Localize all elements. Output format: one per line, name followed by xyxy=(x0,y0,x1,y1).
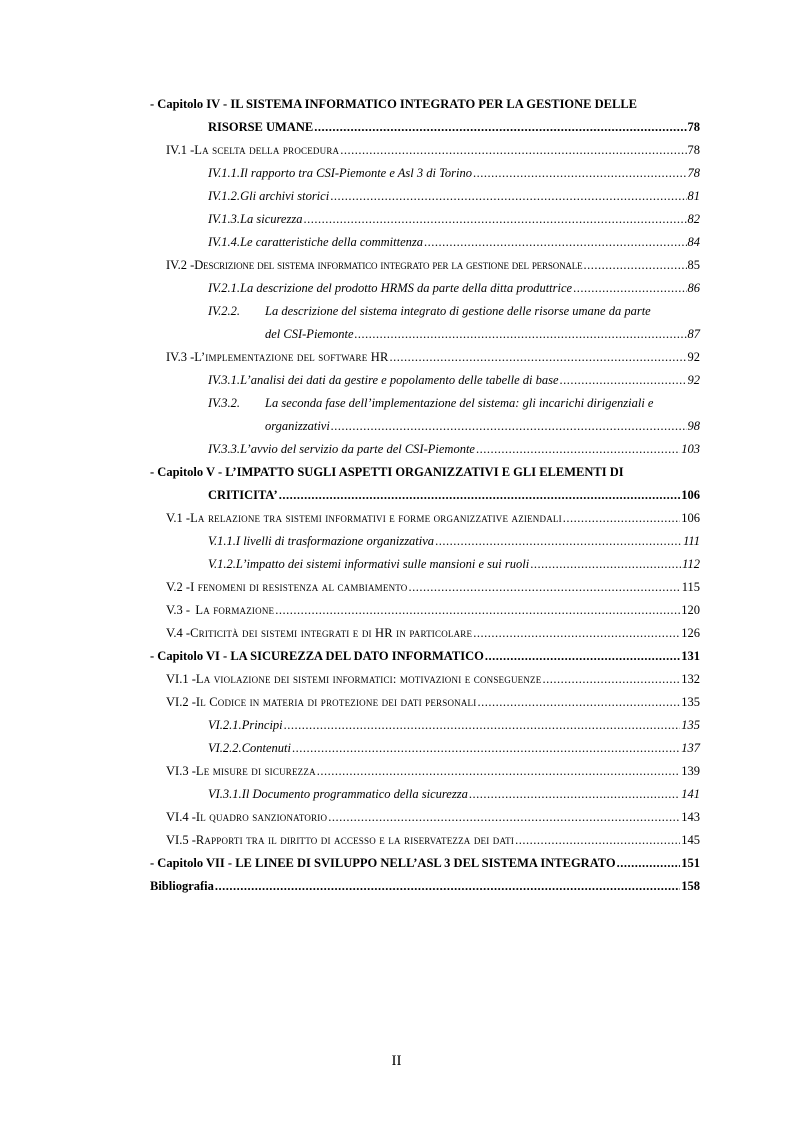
toc-subsection-v-1-1[interactable] xyxy=(150,530,700,553)
toc-page-number: 78 xyxy=(687,143,700,157)
toc-subsection-number: IV.1.4. xyxy=(208,235,241,249)
toc-section-number: V.2 - xyxy=(166,580,191,594)
toc-subsection-number: IV.2.1. xyxy=(208,281,241,295)
leader-dots xyxy=(279,484,681,507)
leader-dots xyxy=(330,185,686,208)
toc-page-number: 139 xyxy=(681,764,700,778)
leader-dots xyxy=(328,806,680,829)
toc-page-number: 98 xyxy=(687,419,700,433)
toc-chapter-4-continuation[interactable] xyxy=(150,116,700,139)
toc-page-number: 106 xyxy=(681,488,700,502)
toc-section-title: L’implementazione del software HR xyxy=(194,350,389,364)
toc-page-number: 158 xyxy=(681,879,700,893)
toc-chapter-title: - Capitolo V - L’IMPATTO SUGLI ASPETTI ORGANIZZATIVI E GLI ELEMENTI DI xyxy=(150,465,624,479)
toc-section-number: IV.3 - xyxy=(166,350,195,364)
toc-section-number: IV.2 - xyxy=(166,258,195,272)
toc-page-number: 131 xyxy=(681,649,700,663)
leader-dots xyxy=(563,507,680,530)
toc-subsection-title: La descrizione del prodotto HRMS da parte della ditta produttrice xyxy=(240,281,573,295)
leader-dots xyxy=(583,254,686,277)
toc-page-number: 132 xyxy=(681,672,700,686)
toc-page-number: 82 xyxy=(687,212,700,226)
table-of-contents xyxy=(150,93,700,898)
toc-subsection-number: IV.3.2. xyxy=(208,396,241,410)
toc-subsection-number: IV.2.2. xyxy=(208,304,241,318)
leader-dots xyxy=(476,438,680,461)
toc-page-number: 85 xyxy=(687,258,700,272)
toc-section-title: Descrizione del sistema informatico integrato per la gestione del personale xyxy=(194,258,583,272)
leader-dots xyxy=(409,576,681,599)
toc-section-v-3[interactable] xyxy=(150,599,700,622)
toc-subsection-iv-3-2-continuation[interactable] xyxy=(150,415,700,438)
toc-chapter-title: - Capitolo IV - IL SISTEMA INFORMATICO INTEGRATO PER LA GESTIONE DELLE xyxy=(150,97,638,111)
toc-page-number: 115 xyxy=(681,580,700,594)
leader-dots xyxy=(355,323,687,346)
toc-section-number: VI.4 - xyxy=(166,810,196,824)
toc-chapter-title-cont: RISORSE UMANE xyxy=(208,120,314,134)
leader-dots xyxy=(473,622,680,645)
toc-subsection-vi-2-1[interactable] xyxy=(150,714,700,737)
toc-section-vi-3[interactable] xyxy=(150,760,700,783)
toc-section-v-2[interactable] xyxy=(150,576,700,599)
toc-page-number: 143 xyxy=(681,810,700,824)
toc-subsection-title: Contenuti xyxy=(241,741,291,755)
leader-dots xyxy=(542,668,680,691)
toc-subsection-number: VI.3.1. xyxy=(208,787,242,801)
toc-subsection-title: La descrizione del sistema integrato di gestione delle risorse umane da parte xyxy=(265,304,651,318)
toc-chapter-title-cont: CRITICITA’ xyxy=(208,488,278,502)
toc-section-vi-5[interactable] xyxy=(150,829,700,852)
leader-dots xyxy=(435,530,682,553)
toc-section-vi-2[interactable] xyxy=(150,691,700,714)
toc-bibliography-title: Bibliografia xyxy=(150,879,214,893)
toc-subsection-title: Il Documento programmatico della sicurezza xyxy=(241,787,468,801)
toc-section-title: Rapporti tra il diritto di accesso e la riservatezza dei dati xyxy=(195,833,515,847)
toc-section-iv-2[interactable] xyxy=(150,254,700,277)
leader-dots xyxy=(573,277,686,300)
toc-section-v-1[interactable] xyxy=(150,507,700,530)
toc-subsection-iv-1-3[interactable] xyxy=(150,208,700,231)
toc-subsection-title: Le caratteristiche della committenza xyxy=(240,235,424,249)
toc-page-number: 103 xyxy=(681,442,700,456)
toc-subsection-v-1-2[interactable] xyxy=(150,553,700,576)
toc-section-title: La relazione tra sistemi informativi e forme organizzative aziendali xyxy=(190,511,562,525)
toc-subsection-number: IV.1.1. xyxy=(208,166,241,180)
toc-subsection-iv-2-1[interactable] xyxy=(150,277,700,300)
toc-subsection-vi-2-2[interactable] xyxy=(150,737,700,760)
toc-subsection-number: VI.2.1. xyxy=(208,718,242,732)
leader-dots xyxy=(215,875,680,898)
leader-dots xyxy=(303,208,686,231)
toc-page-number: 78 xyxy=(687,120,700,134)
toc-subsection-iv-1-2[interactable] xyxy=(150,185,700,208)
leader-dots xyxy=(530,553,681,576)
toc-section-title: Le misure di sicurezza xyxy=(195,764,316,778)
toc-page-number: 112 xyxy=(682,557,700,571)
leader-dots xyxy=(560,369,687,392)
toc-subsection-number: V.1.2. xyxy=(208,557,236,571)
toc-section-title: La violazione dei sistemi informatici: motivazioni e conseguenze xyxy=(195,672,542,686)
toc-section-number: VI.5 - xyxy=(166,833,196,847)
leader-dots xyxy=(477,691,680,714)
toc-subsection-title: L’analisi dei dati da gestire e popolamento delle tabelle di base xyxy=(240,373,559,387)
toc-page-number: 141 xyxy=(681,787,700,801)
toc-page-number: 81 xyxy=(687,189,700,203)
leader-dots xyxy=(275,599,680,622)
toc-page-number: 145 xyxy=(681,833,700,847)
toc-page-number: 78 xyxy=(687,166,700,180)
toc-subsection-title: L’avvio del servizio da parte del CSI-Piemonte xyxy=(240,442,475,456)
toc-section-title: La scelta della procedura xyxy=(194,143,340,157)
toc-page-number: 84 xyxy=(687,235,700,249)
toc-section-title: Il quadro sanzionatorio xyxy=(195,810,328,824)
toc-section-iv-1[interactable] xyxy=(150,139,700,162)
toc-chapter-5-continuation[interactable] xyxy=(150,484,700,507)
toc-page-number: 92 xyxy=(687,350,700,364)
toc-subsection-iv-1-4[interactable] xyxy=(150,231,700,254)
toc-section-number: V.3 - xyxy=(166,603,191,617)
toc-chapter-7[interactable] xyxy=(150,852,700,875)
toc-page-number: 87 xyxy=(687,327,700,341)
toc-section-number: VI.3 - xyxy=(166,764,196,778)
toc-subsection-number: V.1.1. xyxy=(208,534,236,548)
toc-chapter-4[interactable] xyxy=(150,93,700,116)
toc-section-title: Il Codice in materia di protezione dei dati personali xyxy=(195,695,477,709)
toc-chapter-title: - Capitolo VII - LE LINEE DI SVILUPPO NELL’ASL 3 DEL SISTEMA INTEGRATO xyxy=(150,856,616,870)
toc-page-number: 135 xyxy=(681,695,700,709)
toc-section-iv-3[interactable] xyxy=(150,346,700,369)
toc-page-number: 111 xyxy=(683,534,700,548)
toc-section-number: VI.1 - xyxy=(166,672,196,686)
toc-page-number: 126 xyxy=(681,626,700,640)
toc-section-number: V.4 - xyxy=(166,626,191,640)
leader-dots xyxy=(331,415,687,438)
toc-page-number: 106 xyxy=(681,511,700,525)
toc-subsection-title: Principi xyxy=(241,718,283,732)
toc-subsection-title-cont: organizzativi xyxy=(265,419,330,433)
toc-section-vi-4[interactable] xyxy=(150,806,700,829)
leader-dots xyxy=(473,162,686,185)
leader-dots xyxy=(485,645,680,668)
toc-chapter-title: - Capitolo VI - LA SICUREZZA DEL DATO INFORMATICO xyxy=(150,649,484,663)
leader-dots xyxy=(292,737,680,760)
toc-section-number: VI.2 - xyxy=(166,695,196,709)
leader-dots xyxy=(424,231,686,254)
toc-page-number: 137 xyxy=(681,741,700,755)
toc-subsection-number: IV.3.3. xyxy=(208,442,241,456)
toc-page-number: 151 xyxy=(681,856,700,870)
toc-subsection-iv-2-2[interactable] xyxy=(150,300,700,323)
leader-dots xyxy=(340,139,686,162)
toc-section-number: IV.1 - xyxy=(166,143,195,157)
toc-page-number: 86 xyxy=(687,281,700,295)
leader-dots xyxy=(314,116,686,139)
toc-subsection-title: Gli archivi storici xyxy=(240,189,330,203)
toc-page-number: 135 xyxy=(681,718,700,732)
leader-dots xyxy=(515,829,680,852)
toc-section-number: V.1 - xyxy=(166,511,191,525)
toc-subsection-number: IV.3.1. xyxy=(208,373,241,387)
toc-section-title: La formazione xyxy=(195,603,275,617)
toc-section-v-4[interactable] xyxy=(150,622,700,645)
page-number-footer: II xyxy=(391,1053,402,1069)
toc-bibliography[interactable] xyxy=(150,875,700,898)
toc-subsection-title-cont: del CSI-Piemonte xyxy=(265,327,354,341)
toc-subsection-iv-3-1[interactable] xyxy=(150,369,700,392)
toc-section-vi-1[interactable] xyxy=(150,668,700,691)
toc-section-title: I fenomeni di resistenza al cambiamento xyxy=(190,580,408,594)
toc-chapter-6[interactable] xyxy=(150,645,700,668)
toc-subsection-number: VI.2.2. xyxy=(208,741,242,755)
toc-subsection-vi-3-1[interactable] xyxy=(150,783,700,806)
toc-subsection-title: Il rapporto tra CSI-Piemonte e Asl 3 di Torino xyxy=(240,166,473,180)
toc-subsection-iv-3-3[interactable] xyxy=(150,438,700,461)
toc-subsection-iv-3-2[interactable] xyxy=(150,392,700,415)
toc-section-title: Criticità dei sistemi integrati e di HR in particolare xyxy=(190,626,473,640)
leader-dots xyxy=(284,714,681,737)
leader-dots xyxy=(469,783,680,806)
toc-subsection-iv-2-2-continuation[interactable] xyxy=(150,323,700,346)
toc-subsection-iv-1-1[interactable] xyxy=(150,162,700,185)
toc-chapter-5[interactable] xyxy=(150,461,700,484)
leader-dots xyxy=(617,852,681,875)
toc-subsection-title: I livelli di trasformazione organizzativa xyxy=(235,534,435,548)
leader-dots xyxy=(390,346,687,369)
toc-subsection-title: L’impatto dei sistemi informativi sulle mansioni e sui ruoli xyxy=(235,557,530,571)
toc-subsection-number: IV.1.2. xyxy=(208,189,241,203)
toc-page-number: 92 xyxy=(687,373,700,387)
leader-dots xyxy=(317,760,680,783)
toc-subsection-number: IV.1.3. xyxy=(208,212,241,226)
toc-subsection-title: La seconda fase dell’implementazione del sistema: gli incarichi dirigenziali e xyxy=(265,396,654,410)
toc-subsection-title: La sicurezza xyxy=(240,212,303,226)
toc-page-number: 120 xyxy=(681,603,700,617)
